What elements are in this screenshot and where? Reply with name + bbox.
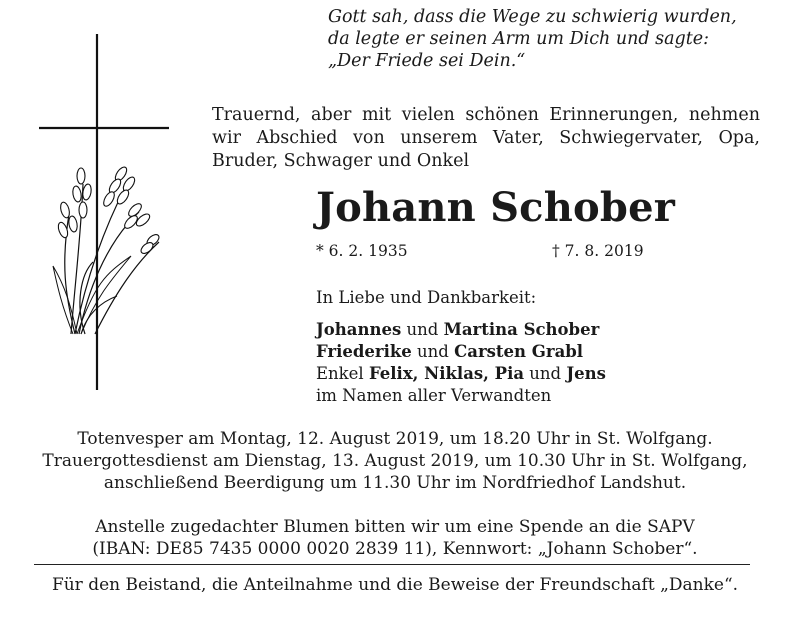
donation-line-2: (IBAN: DE85 7435 0000 0020 2839 11), Kennwort: „Johann Schober“. (92, 539, 698, 559)
grandchild-name: Jens (566, 364, 606, 383)
grandchildren-prefix: Enkel (316, 364, 369, 383)
quote-line-2: da legte er seinen Arm um Dich und sagte: (328, 29, 710, 49)
divider (34, 564, 750, 565)
mourners-block (316, 287, 606, 407)
donation-info (0, 516, 790, 560)
mourners-heading: In Liebe und Dankbarkeit: (316, 288, 537, 307)
service-info (0, 428, 790, 494)
grandchildren-names: Felix, Niklas, Pia (368, 364, 525, 383)
birth-date: * 6. 2. 1935 (316, 242, 408, 260)
conjunction: und (411, 342, 455, 361)
conjunction: und (401, 320, 444, 339)
mourner-name: Carsten Grabl (454, 342, 584, 361)
mourners-line-1 (316, 319, 606, 341)
mourners-line-4: im Namen aller Verwandten (316, 386, 552, 405)
death-date: † 7. 8. 2019 (552, 242, 644, 260)
cross-with-wheat-icon (35, 34, 175, 390)
mourner-name: Martina Schober (443, 320, 600, 339)
service-line-3: anschließend Beerdigung um 11.30 Uhr im Nordfriedhof Landshut. (103, 473, 687, 493)
deceased-name: Johann Schober (316, 184, 675, 231)
service-line-1: Totenvesper am Montag, 12. August 2019, um 18.20 Uhr in St. Wolfgang. (77, 429, 713, 449)
quote-block (328, 6, 758, 72)
service-line-2: Trauergottesdienst am Dienstag, 13. August 2019, um 10.30 Uhr in St. Wolfgang, (42, 451, 748, 471)
mourners-line-2 (316, 341, 606, 363)
mourner-name: Johannes (316, 320, 402, 339)
mourners-line-3 (316, 363, 606, 385)
intro-text: Trauernd, aber mit vielen schönen Erinnerungen, nehmen wir Abschied von unserem Vater, Schwiegervater, Opa, Bruder, Schwager und Onkel (212, 105, 760, 171)
thanks-text: Für den Beistand, die Anteilnahme und die Beweise der Freundschaft „Danke“. (51, 575, 739, 595)
conjunction: und (524, 364, 567, 383)
mourner-name: Friederike (316, 342, 412, 361)
quote-line-3: „Der Friede sei Dein.“ (328, 51, 526, 71)
donation-line-1: Anstelle zugedachter Blumen bitten wir um eine Spende an die SAPV (95, 517, 695, 537)
quote-line-1: Gott sah, dass die Wege zu schwierig wurden, (328, 7, 737, 27)
